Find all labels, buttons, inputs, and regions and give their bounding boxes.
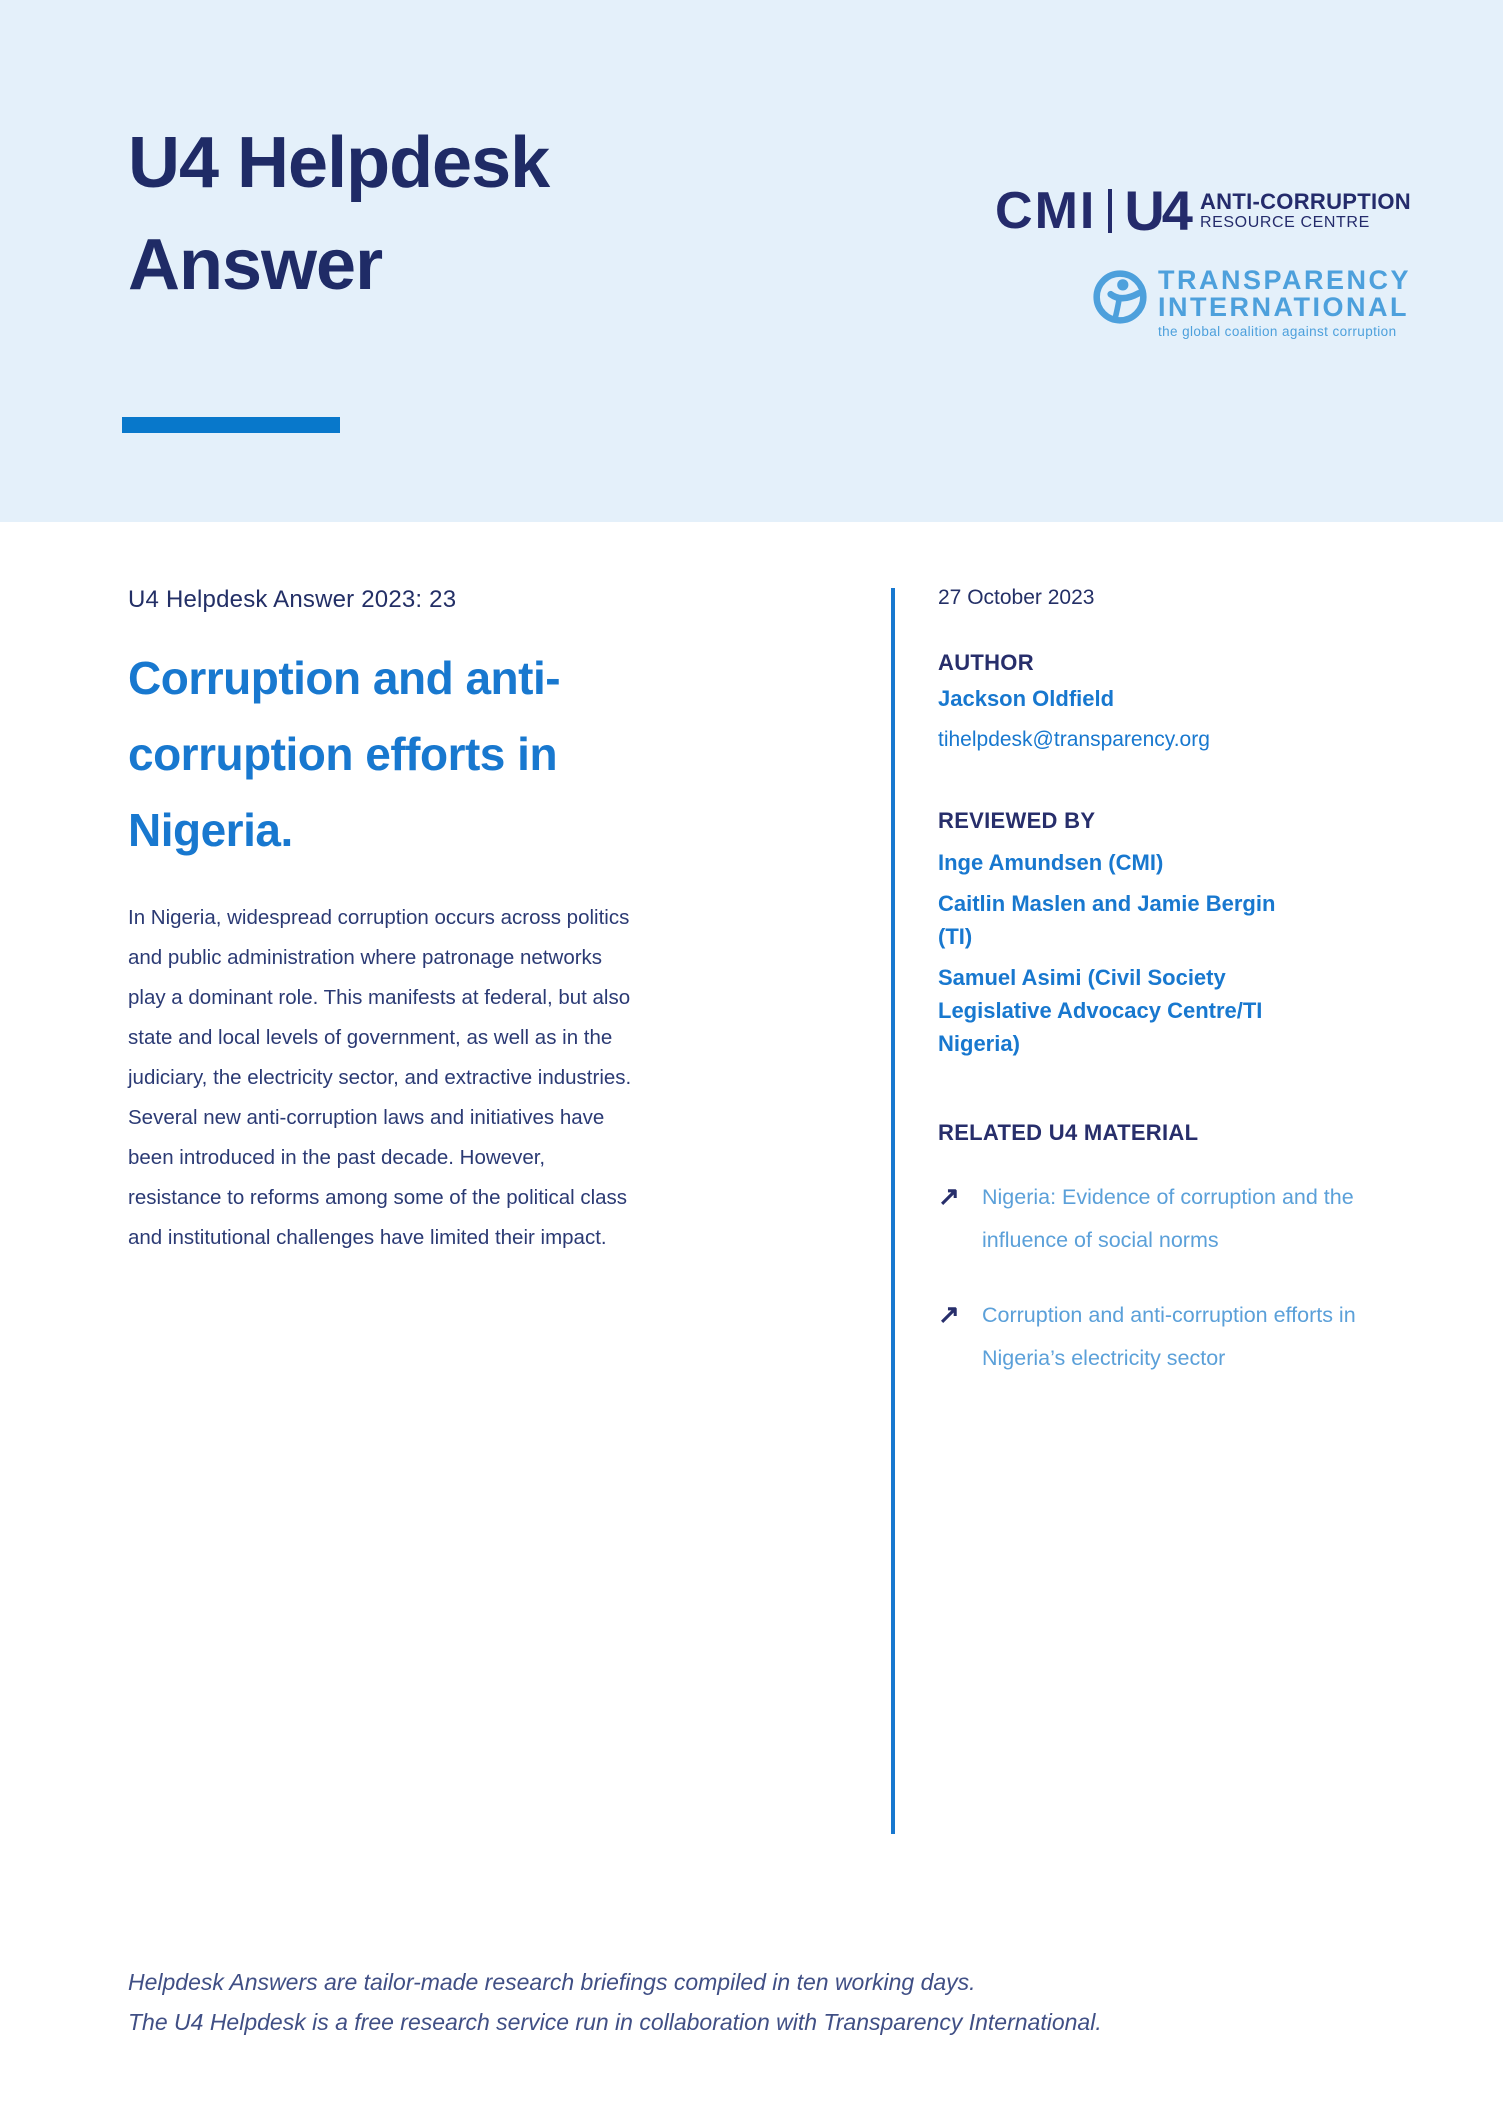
author-name: Jackson Oldfield <box>938 686 1115 711</box>
reviewed-by-heading: REVIEWED BY <box>938 808 1096 833</box>
ti-tagline: the global coalition against corruption <box>1157 324 1397 339</box>
footer-line-1: Helpdesk Answers are tailor-made research briefings compiled in ten working days. <box>128 1969 976 1995</box>
masthead-line-1: U4 Helpdesk <box>128 123 550 203</box>
related-link[interactable]: Corruption and anti-corruption efforts in Nigeria’s electricity sector <box>982 1303 1356 1370</box>
ti-globe-icon <box>1092 269 1148 325</box>
footer-line-2: The U4 Helpdesk is a free research service run in collaboration with Transparency International. <box>128 2009 1102 2035</box>
publication-masthead <box>128 112 549 316</box>
footer-note <box>128 1962 1378 2042</box>
transparency-international-logo <box>1092 267 1411 339</box>
related-material-heading: RELATED U4 MATERIAL <box>938 1120 1199 1145</box>
ti-wordmark-line2: INTERNATIONAL <box>1157 292 1409 322</box>
author-heading: AUTHOR <box>938 650 1034 675</box>
u4-logo-name-line2: RESOURCE CENTRE <box>1199 214 1370 231</box>
vertical-divider <box>891 588 895 1834</box>
u4-logo-name-line1: ANTI-CORRUPTION <box>1199 189 1411 214</box>
header-band <box>0 0 1503 522</box>
external-arrow-icon: ↗ <box>938 1299 960 1329</box>
publication-date: 27 October 2023 <box>938 586 1095 609</box>
abstract-text: In Nigeria, widespread corruption occurs across politics and public administration where patronage networks play a dominant role. This manifests at federal, but also state and local levels of government, as well as in the judiciary, the electricity sector, and extractive industries. Several new anti-corruption laws and initiatives have been introduced in the past decade. However, resistance to reforms among some of the political class and institutional challenges have limited their impact. <box>128 906 632 1249</box>
reviewer-name: Samuel Asimi (Civil Society Legislative Advocacy Centre/TI Nigeria) <box>938 965 1263 1056</box>
related-link-item <box>938 1294 1408 1380</box>
author-email-link[interactable]: tihelpdesk@transparency.org <box>938 728 1210 751</box>
related-link-item <box>938 1176 1408 1262</box>
external-arrow-icon: ↗ <box>938 1181 960 1211</box>
cmi-u4-logo <box>995 179 1411 242</box>
related-link[interactable]: Nigeria: Evidence of corruption and the influence of social norms <box>982 1185 1354 1252</box>
u4-logo-name <box>1200 190 1411 232</box>
document-title: Corruption and anti-corruption efforts in Nigeria. <box>128 652 561 856</box>
logo-divider <box>1108 189 1112 233</box>
reviewer-name: Caitlin Maslen and Jamie Bergin (TI) <box>938 891 1276 949</box>
ti-wordmark <box>1158 267 1411 339</box>
ti-wordmark-line1: TRANSPARENCY <box>1157 265 1411 295</box>
cmi-logo-text: CMI <box>995 182 1097 240</box>
masthead-line-2: Answer <box>128 225 383 305</box>
series-number: U4 Helpdesk Answer 2023: 23 <box>128 586 457 613</box>
logo-block <box>995 179 1411 339</box>
u4-logo-mark: U4 <box>1124 179 1190 242</box>
accent-bar <box>122 417 340 433</box>
metadata-column <box>938 586 1408 1380</box>
reviewer-name: Inge Amundsen (CMI) <box>938 850 1164 875</box>
